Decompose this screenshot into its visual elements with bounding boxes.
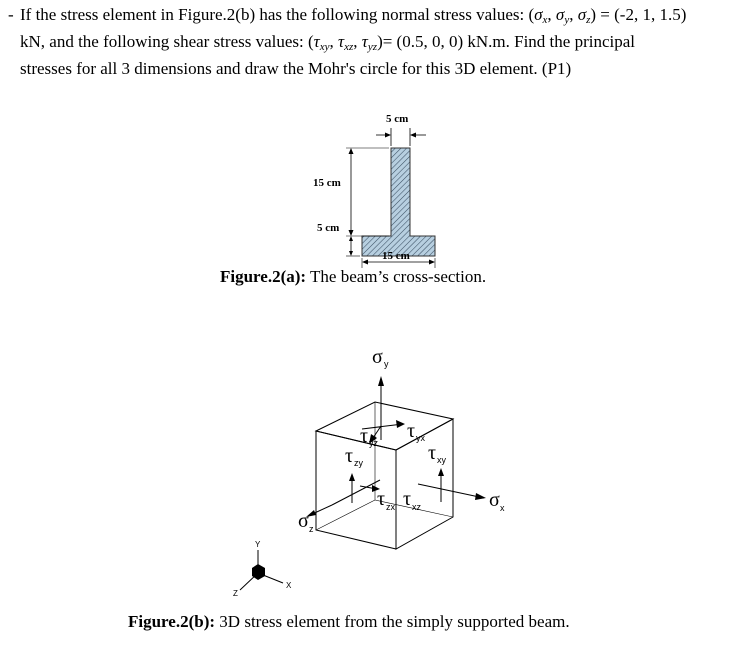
tau-xz-symbol: $\tau_{xz}$ [338, 32, 354, 53]
sigma-y-subscript: y [384, 359, 389, 369]
tau-xz-label: τ [403, 488, 412, 510]
tau-zx-label: τ [377, 488, 386, 510]
dim-top-label: 5 cm [386, 113, 409, 125]
dim-base-label: 15 cm [382, 250, 410, 262]
figure-2b-caption: Figure.2(b): 3D stress element from the simply supported beam. [128, 612, 570, 631]
tau-yx-label: τ [407, 420, 416, 442]
sigma-z-symbol: $\sigma_z$ [577, 5, 591, 26]
problem-line-3: stresses for all 3 dimensions and draw the Mohr's circle for this 3D element. (P1) [20, 59, 572, 78]
sigma-z-label: σ [298, 510, 309, 532]
sigma-y-label: σ [372, 346, 383, 368]
sigma-z-subscript: z [309, 524, 314, 534]
tau-zx-subscript: zx [386, 502, 395, 512]
sigma-x-arrow [418, 468, 486, 502]
tau-yz-label: τ [360, 425, 369, 447]
problem-line-2: kN, and the following shear stress values: ($\tau_{xy}$, $\tau_{xz}$, $\tau_{yz})= (0.5$, 0, 0) kN.m. Find the principal [20, 32, 636, 53]
tau-zy-label: τ [345, 445, 354, 467]
sigma-x-symbol: $\sigma_x$ [534, 5, 548, 26]
figure-2a-caption: Figure.2(a): The beam’s cross-section. [220, 267, 487, 286]
sigma-y-symbol: $\sigma_y$ [555, 5, 570, 26]
tau-yz-symbol: $\tau_{yz}$ [361, 32, 378, 53]
sigma-x-subscript: x [500, 503, 505, 513]
tau-xz-subscript: xz [412, 502, 421, 512]
axis-x-label: X [286, 581, 292, 590]
sigma-x-label: σ [489, 489, 500, 511]
list-bullet: - [8, 5, 14, 24]
dim-height-label: 15 cm [313, 177, 341, 189]
tau-xy-symbol: $\tau_{xy}$ [313, 32, 330, 53]
axis-triad [233, 540, 292, 598]
problem-line-1: If the stress element in Figure.2(b) has the following normal stress values: ($\sigma_x$, $\sigma_y$, $\sigma_z) = (-2$, 1, 1.5) [20, 5, 687, 26]
tau-zy-subscript: zy [354, 458, 363, 468]
axis-z-label: Z [233, 589, 238, 598]
axis-y-label: Y [255, 540, 261, 549]
cube [316, 402, 453, 549]
sigma-z-arrow [306, 473, 380, 517]
dim-flange-label: 5 cm [317, 222, 340, 234]
tau-xy-subscript: xy [437, 455, 446, 465]
sigma-y-arrow [362, 376, 405, 444]
tau-xy-label: τ [428, 442, 437, 464]
axis-origin-cube [252, 564, 265, 580]
tau-yz-subscript: yz [369, 438, 378, 448]
tau-yx-subscript: yx [416, 433, 425, 443]
